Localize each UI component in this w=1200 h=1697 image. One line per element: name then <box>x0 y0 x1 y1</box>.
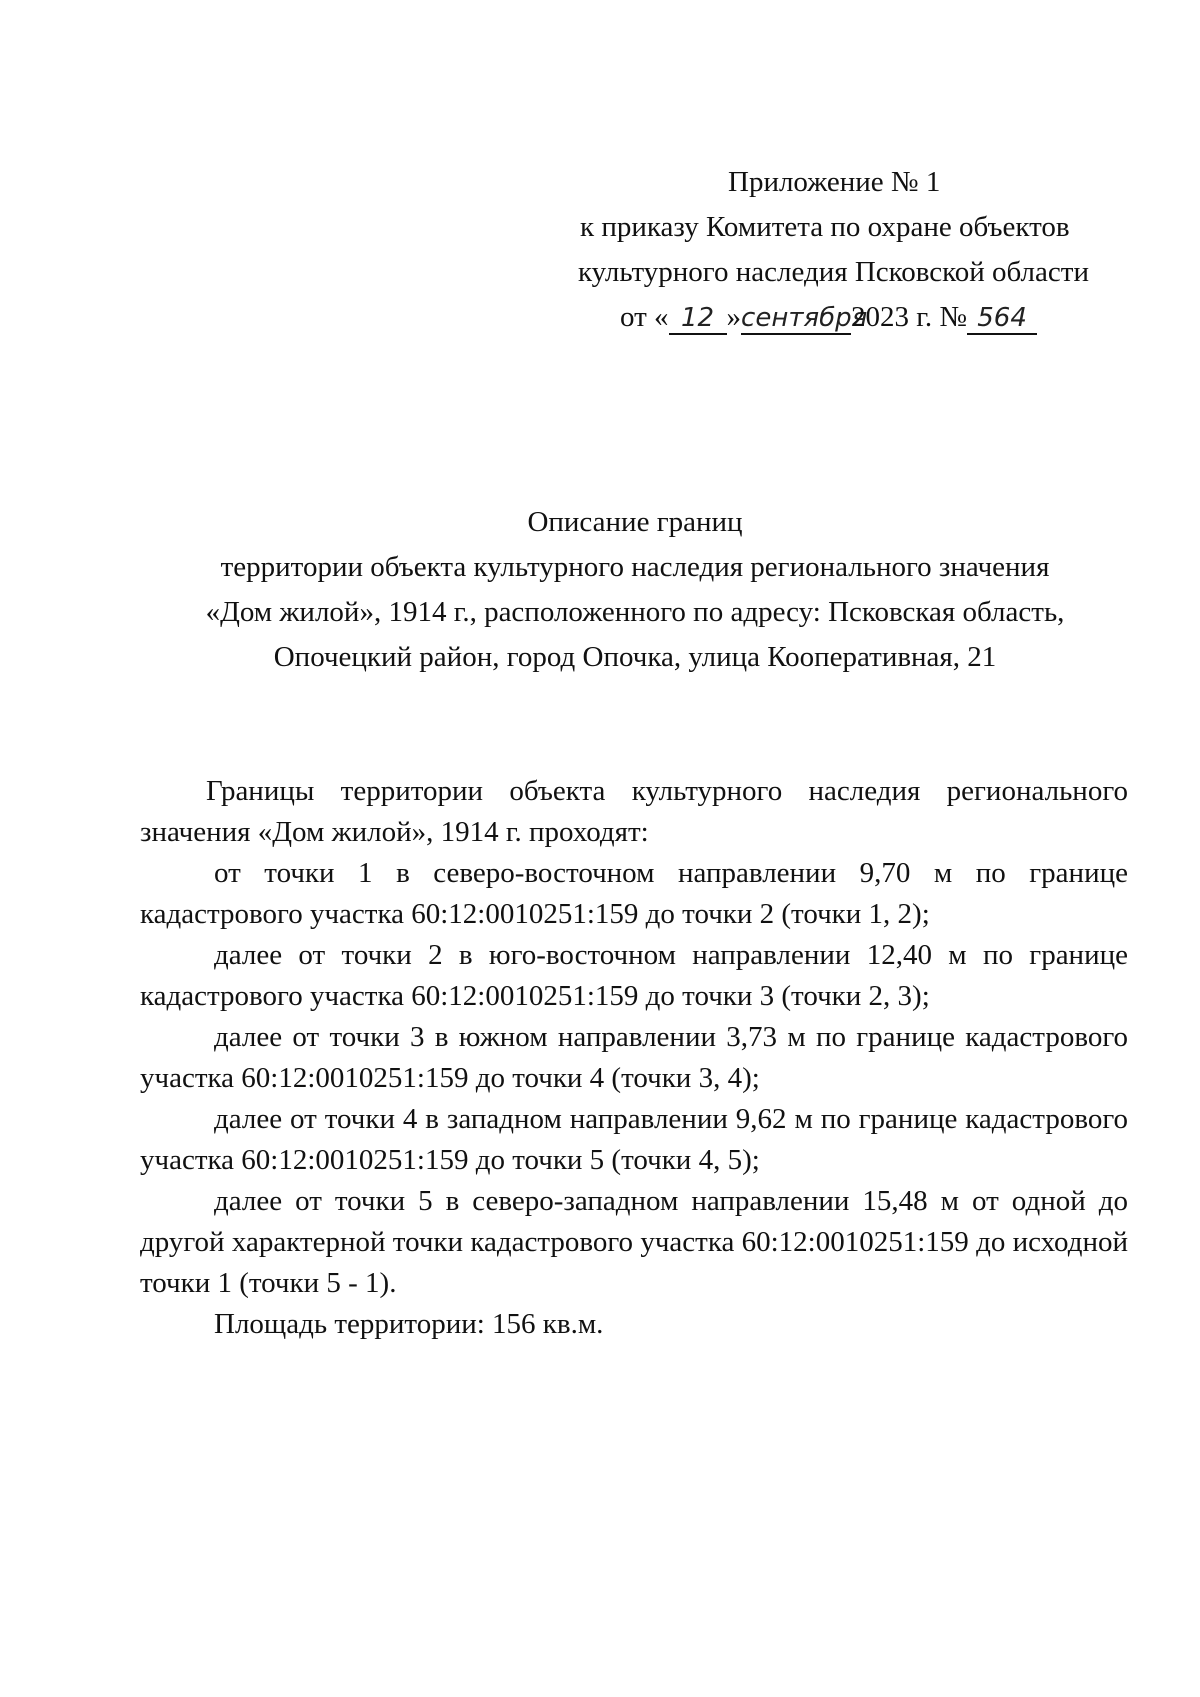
title-line-4: Опочецкий район, город Опочка, улица Кооперативная, 21 <box>273 641 997 673</box>
order-number-field <box>967 302 1037 335</box>
handwritten-order-number: 564 <box>977 303 1027 333</box>
document-title <box>140 500 1130 680</box>
handwritten-day: 12 <box>681 303 715 333</box>
boundary-segment-2: далее от точки 2 в юго-восточном направлении 12,40 м по границе кадастрового участка 60:12:0010251:159 до точки 3 (точки 2, 3); <box>140 939 1128 1012</box>
title-line-3: «Дом жилой», 1914 г., расположенного по адресу: Псковская область, <box>205 596 1065 628</box>
document-body <box>140 771 1128 1345</box>
boundary-segment-4: далее от точки 4 в западном направлении 9,62 м по границе кадастрового участка 60:12:0010251:159 до точки 5 (точки 4, 5); <box>140 1103 1128 1176</box>
month-field <box>741 302 868 335</box>
boundary-segment-3: далее от точки 3 в южном направлении 3,73 м по границе кадастрового участка 60:12:0010251:159 до точки 4 (точки 3, 4); <box>140 1021 1128 1094</box>
title-line-1: Описание границ <box>527 506 743 538</box>
boundary-segment-5: далее от точки 5 в северо-западном направлении 15,48 м от одной до другой характерной точки кадастрового участка 60:12:0010251:159 до исходной точки 1 (точки 5 - 1). <box>140 1185 1128 1299</box>
appendix-order-line: к приказу Комитета по охране объектов <box>580 211 1070 243</box>
appendix-title: Приложение № 1 <box>728 166 941 198</box>
date-mid: » <box>726 301 742 333</box>
territory-area: Площадь территории: 156 кв.м. <box>214 1308 604 1340</box>
appendix-date-line <box>520 295 1120 340</box>
appendix-reference <box>520 160 1120 340</box>
intro-paragraph: Границы территории объекта культурного наследия регионального значения «Дом жилой», 1914 г. проходят: <box>140 775 1128 848</box>
appendix-committee-line: культурного наследия Псковской области <box>578 256 1089 288</box>
handwritten-month: сентября <box>741 303 868 333</box>
day-field <box>669 302 727 335</box>
year-text: 2023 г. № <box>851 301 968 333</box>
date-prefix: от « <box>620 301 669 333</box>
boundary-segment-1: от точки 1 в северо-восточном направлении 9,70 м по границе кадастрового участка 60:12:0010251:159 до точки 2 (точки 1, 2); <box>140 857 1128 930</box>
title-line-2: территории объекта культурного наследия регионального значения <box>220 551 1050 583</box>
